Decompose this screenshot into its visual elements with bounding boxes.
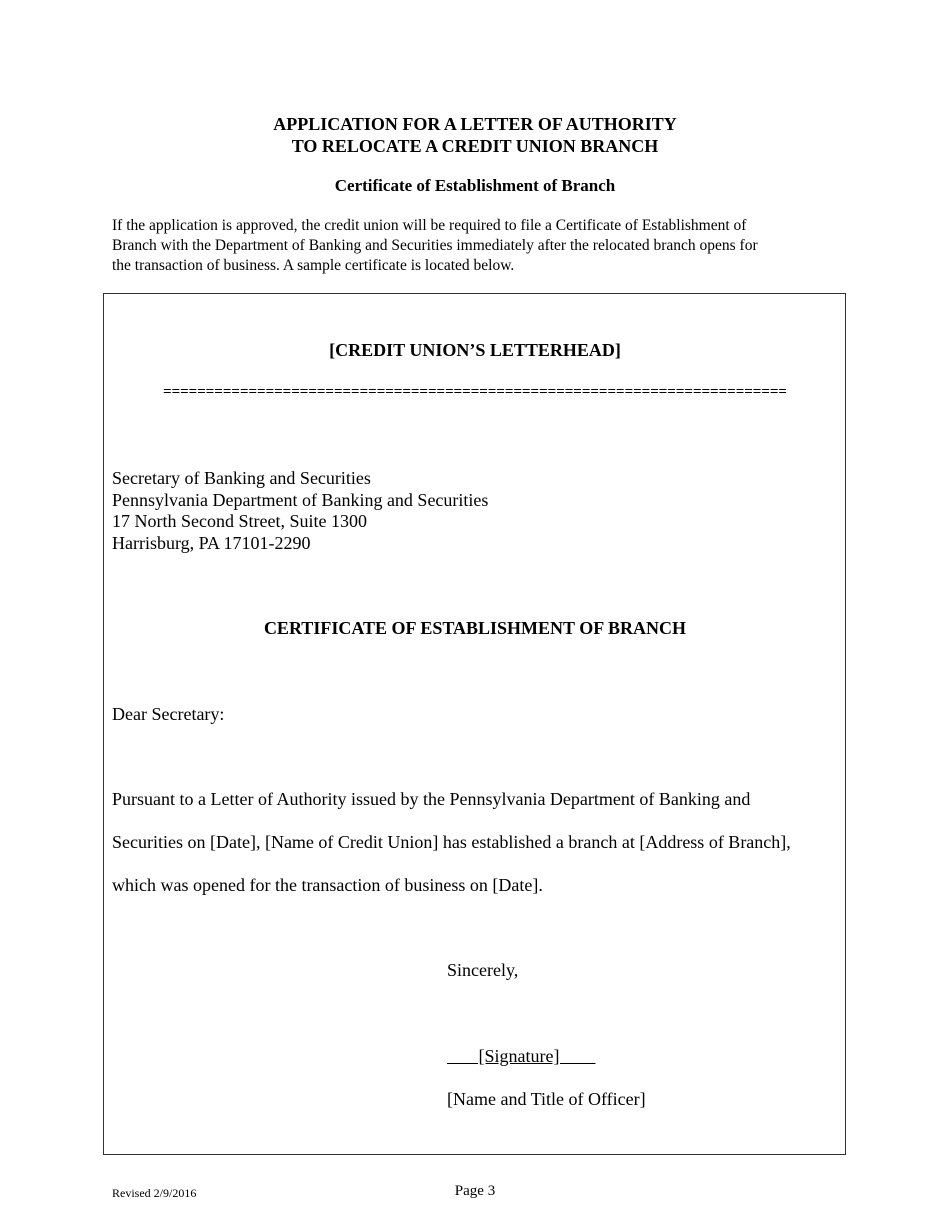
address-line: 17 North Second Street, Suite 1300 bbox=[112, 511, 367, 531]
document-title bbox=[0, 113, 950, 157]
body-line: Pursuant to a Letter of Authority issued by the Pennsylvania Department of Banking and bbox=[112, 789, 751, 809]
recipient-address bbox=[112, 468, 488, 554]
intro-line: the transaction of business. A sample certificate is located below. bbox=[112, 257, 515, 274]
closing: Sincerely, bbox=[447, 960, 519, 980]
salutation: Dear Secretary: bbox=[112, 704, 225, 724]
certificate-body bbox=[112, 789, 832, 918]
signature-line: [Signature] bbox=[447, 1046, 596, 1066]
letterhead-placeholder: [CREDIT UNION’S LETTERHEAD] bbox=[329, 340, 621, 360]
letterhead-rule: ========================================================================= bbox=[163, 384, 787, 400]
body-line: Securities on [Date], [Name of Credit Union] has established a branch at [Address of Branch], bbox=[112, 832, 791, 852]
address-line: Secretary of Banking and Securities bbox=[112, 468, 371, 488]
signer-name-title: [Name and Title of Officer] bbox=[447, 1089, 646, 1109]
intro-paragraph bbox=[112, 216, 840, 276]
title-line-1: APPLICATION FOR A LETTER OF AUTHORITY bbox=[273, 114, 677, 134]
body-line: which was opened for the transaction of business on [Date]. bbox=[112, 875, 543, 895]
intro-line: Branch with the Department of Banking and Securities immediately after the relocated branch opens for bbox=[112, 237, 758, 254]
certificate-title: CERTIFICATE OF ESTABLISHMENT OF BRANCH bbox=[263, 618, 687, 638]
document-subtitle: Certificate of Establishment of Branch bbox=[334, 176, 616, 195]
intro-line: If the application is approved, the credit union will be required to file a Certificate of Establishment of bbox=[112, 217, 747, 234]
address-line: Pennsylvania Department of Banking and Securities bbox=[112, 489, 489, 510]
page-number: Page 3 bbox=[454, 1183, 496, 1199]
revision-date: Revised 2/9/2016 bbox=[112, 1186, 197, 1200]
title-line-2: TO RELOCATE A CREDIT UNION BRANCH bbox=[291, 136, 659, 156]
address-line: Harrisburg, PA 17101-2290 bbox=[112, 532, 311, 553]
